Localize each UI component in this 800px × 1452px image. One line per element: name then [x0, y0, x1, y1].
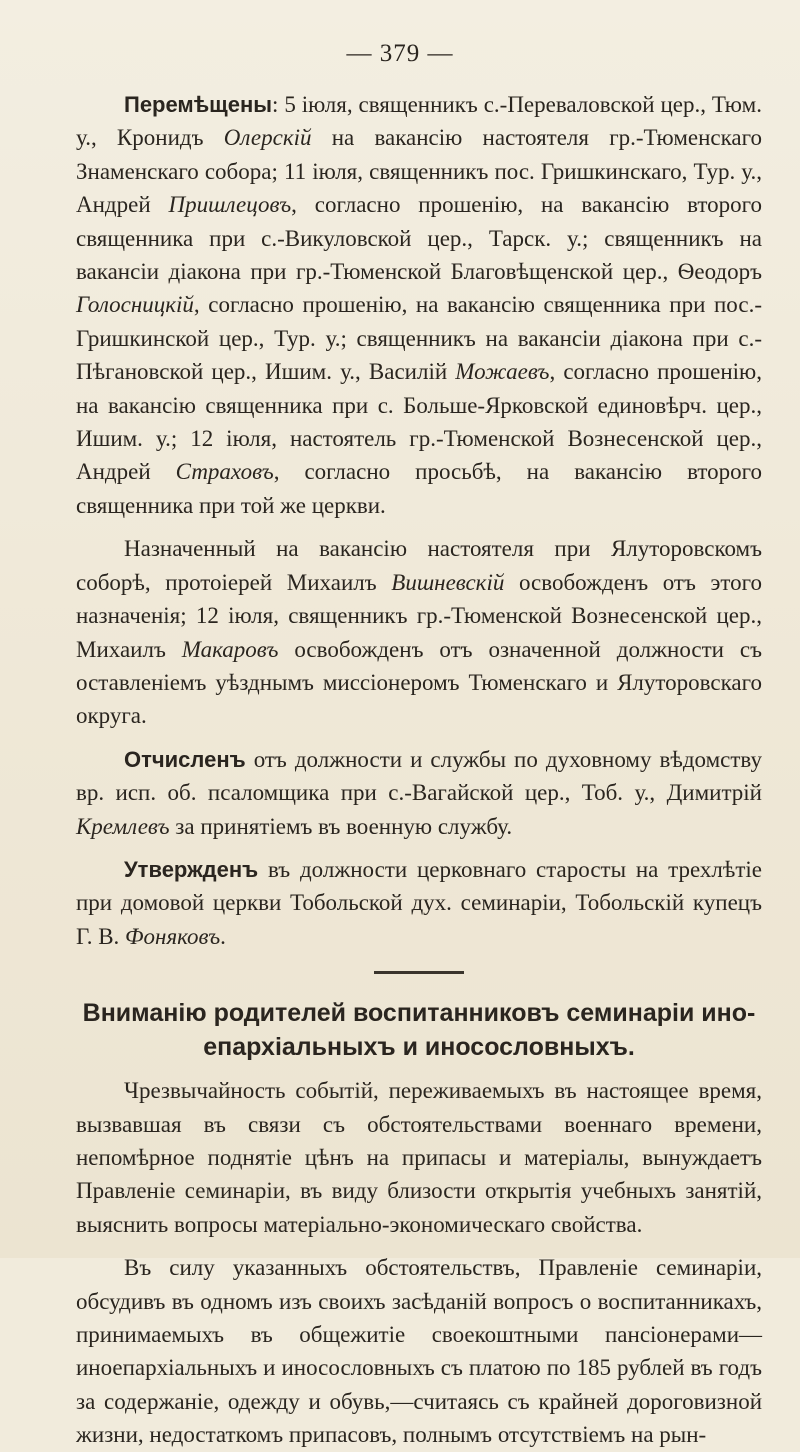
lead-word-transfers: Перемѣщены	[124, 92, 273, 117]
body-text	[76, 88, 762, 1452]
section-divider	[374, 971, 464, 974]
person-name: Страховъ	[175, 459, 274, 485]
person-name: Голосницкій	[76, 292, 194, 318]
lead-word-dismissed: Отчисленъ	[124, 746, 246, 772]
paragraph-board-decision: Въ силу указанныхъ обстоятельствъ, Правленіе семинаріи, обсудивъ въ одномъ изъ своихъ засѣданій вопросъ о воспитанникахъ, принимаемыхъ въ общежитіе своекоштными пансіонерами—иноепархіальныхъ и иносословныхъ съ платою по 185 рублей въ годъ за содержаніе, одежду и обувь,—считаясь съ крайней дороговизной жизни, недостаткомъ припасовъ, полнымъ отсутствіемъ на рын-	[76, 1255, 762, 1448]
section-heading-line-2: епархіальныхъ и иносословныхъ.	[203, 1033, 635, 1062]
person-name: Олерскій	[223, 125, 312, 151]
lead-word-approved: Утвержденъ	[124, 856, 259, 882]
person-name: Вишневскій	[391, 569, 505, 595]
person-name: Пришлецовъ	[168, 192, 292, 218]
person-name: Макаровъ	[181, 636, 279, 662]
paragraph-approved: Утвержденъ въ должности церковнаго старосты на трехлѣтіе при домовой церкви Тобольской дух. семинаріи, Тобольскій купецъ Г. В. Фоняковъ.	[76, 856, 762, 949]
person-name: Кремлевъ	[76, 813, 170, 839]
paragraph-transfers: Перемѣщены: 5 іюля, священникъ с.-Переваловской цер., Тюм. у., Кронидъ Олерскій на вакансію настоятеля гр.-Тюменскаго Знаменскаго собора; 11 іюля, священникъ пос. Гришкинскаго, Тур. у., Андрей Пришлецовъ, согласно прошенію, на вакансію второго священника при с.-Викуловской цер., Тарск. у.; священникъ на вакансіи діакона при гр.-Тюменской Благовѣщенской цер., Ѳеодоръ Голосницкій, согласно прошенію, на вакансію священника при пос.-Гришкинской цер., Тур. у.; священникъ на вакансіи діакона при с.-Пѣгановской цер., Ишим. у., Василій Можаевъ, согласно прошенію, на вакансію священника при с. Больше-Ярковской единовѣрч. цер., Ишим. у.; 12 іюля, настоятель гр.-Тюменской Вознесенской цер., Андрей Страховъ, согласно просьбѣ, на вакансію второго священника при той же церкви.	[76, 92, 763, 518]
page-number: — 379 —	[346, 40, 454, 67]
paragraph-appointed: Назначенный на вакансію настоятеля при Ялуторовскомъ соборѣ, протоіерей Михаилъ Вишневскій освобожденъ отъ этого назначенія; 12 іюля, священникъ гр.-Тюменской Вознесенской цер., Михаилъ Макаровъ освобожденъ отъ означенной должности съ оставленіемъ уѣзднымъ миссіонеромъ Тюменскаго и Ялуторовскаго округа.	[76, 536, 763, 729]
paragraph-dismissed: Отчисленъ отъ должности и службы по духовному вѣдомству вр. исп. об. псаломщика при с.-Вагайской цер., Тоб. у., Димитрій Кремлевъ за принятіемъ въ военную службу.	[76, 746, 762, 839]
section-heading-line-1: Вниманію родителей воспитанниковъ семинаріи ино-	[82, 999, 756, 1028]
person-name: Фоняковъ	[125, 923, 221, 949]
person-name: Можаевъ	[455, 359, 550, 385]
paragraph-circumstances: Чрезвычайность событій, переживаемыхъ въ настоящее время, вызвавшая въ связи съ обстоятельствами военнаго времени, непомѣрное поднятіе цѣнъ на припасы и матеріалы, вынуждаетъ Правленіе семинаріи, въ виду близости открытія учебныхъ занятій, выяснить вопросы матеріально-экономическаго свойства.	[76, 1078, 762, 1237]
